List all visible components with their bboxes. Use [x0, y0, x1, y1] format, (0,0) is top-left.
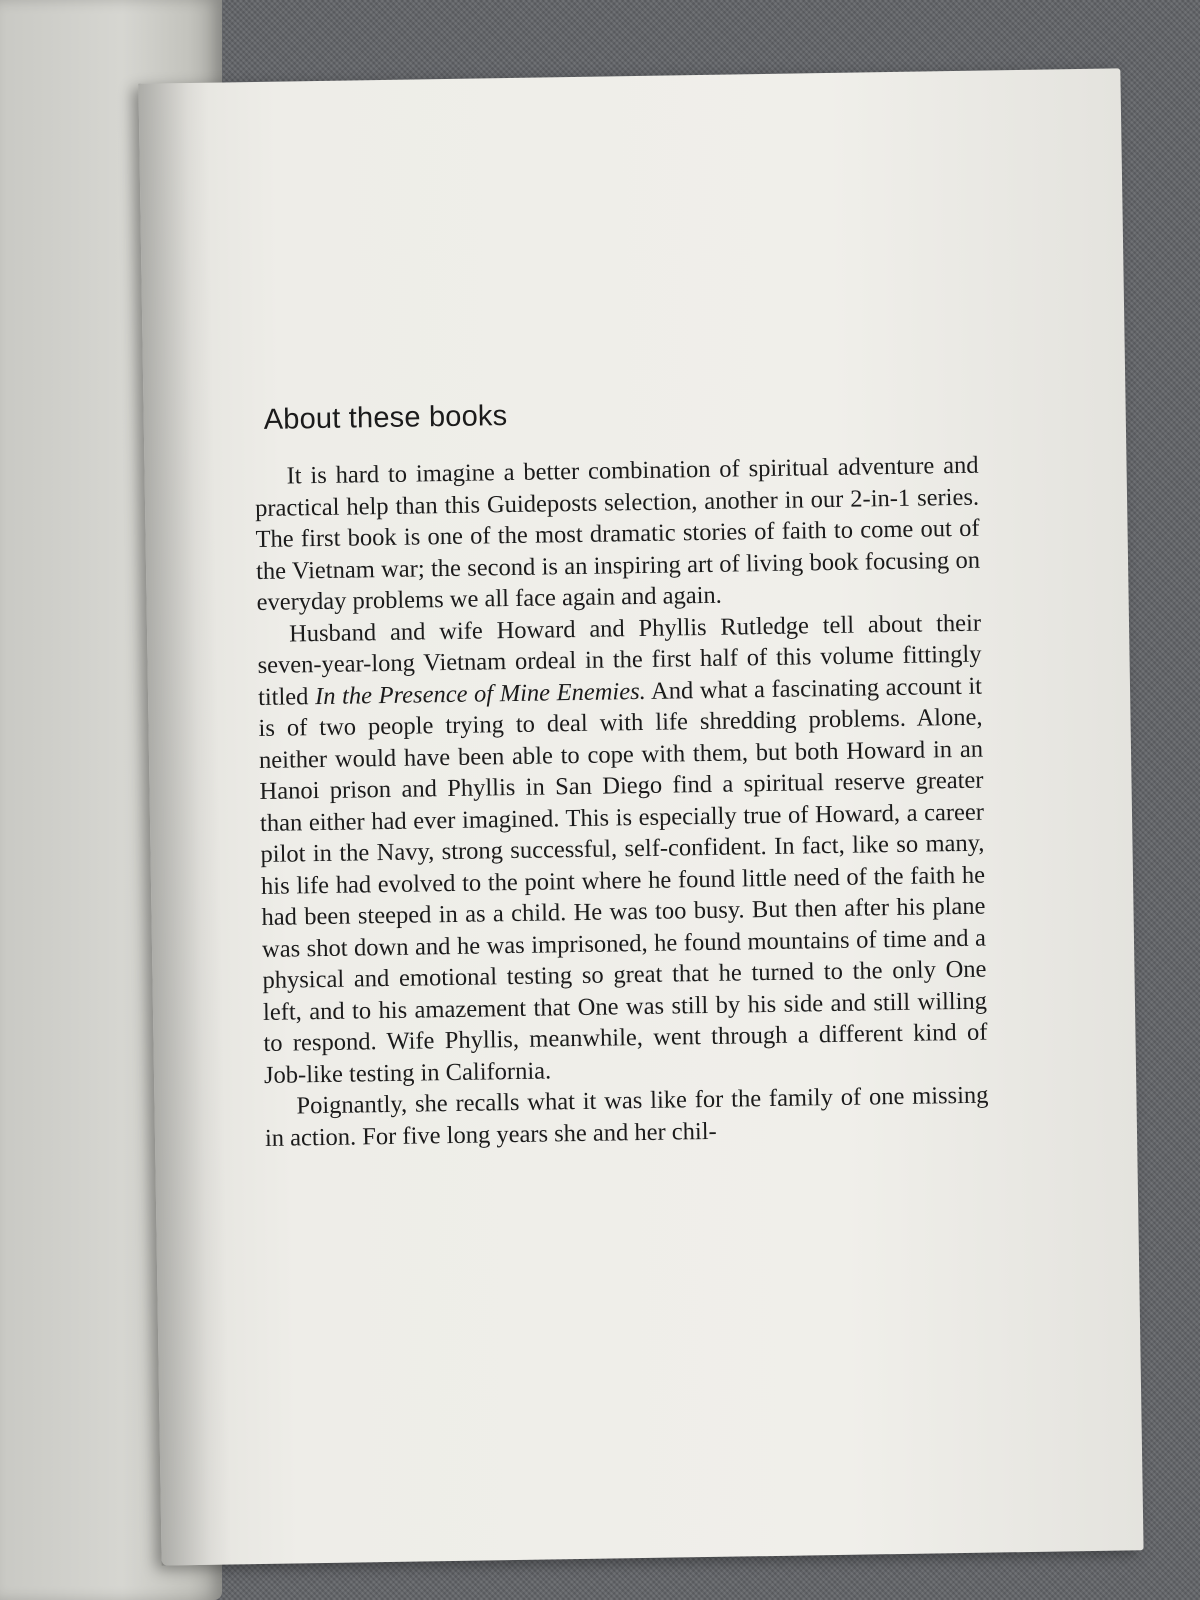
paragraph-text-after-title: And what a fascinating account it is of two people trying to deal with life shredding problems. Alone, neither would have been able to cope with them, but both Howard in an Hanoi prison and Phyllis in San Diego find a spiritual reserve greater than either had ever imagined. This is especially true of Howard, a career pilot in the Navy, strong successful, self-confident. In fact, like so many, his life had evolved to the point where he found little need of the faith he had been steeped in as a child. He was too busy. But then after his plane was shot down and he was imprisoned, he found mountains of time and a physical and emotional testing so great that he turned to the only One left, and to his amazement that One was still by his side and still willing to respond. Wife Phyllis, meanwhile, went through a different kind of Job-like testing in California.	[258, 672, 988, 1089]
paragraph-intro: It is hard to imagine a better combination of spiritual adventure and practical help than this Guideposts selection, another in our 2-in-1 series. The first book is one of the most dramatic stories of faith to come out of the Vietnam war; the second is an inspiring art of living book focusing on everyday problems we all face again and again.	[254, 451, 981, 617]
book-title-italic: In the Presence of Mine Enemies.	[314, 677, 646, 710]
paragraph-text-before-title: Husband and wife Howard and Phyllis Rutledge tell about their seven-year-long Vietnam ordeal in the first half of this volume fittingly titled	[257, 609, 982, 711]
paragraph-poignantly: Poignantly, she recalls what it was like for the family of one missing in action. For five long years she and her chil-	[264, 1081, 989, 1152]
page-content	[253, 393, 989, 1154]
paragraph-rutledge	[257, 607, 988, 1091]
page-title: About these books	[263, 400, 508, 436]
book-page	[138, 68, 1143, 1565]
